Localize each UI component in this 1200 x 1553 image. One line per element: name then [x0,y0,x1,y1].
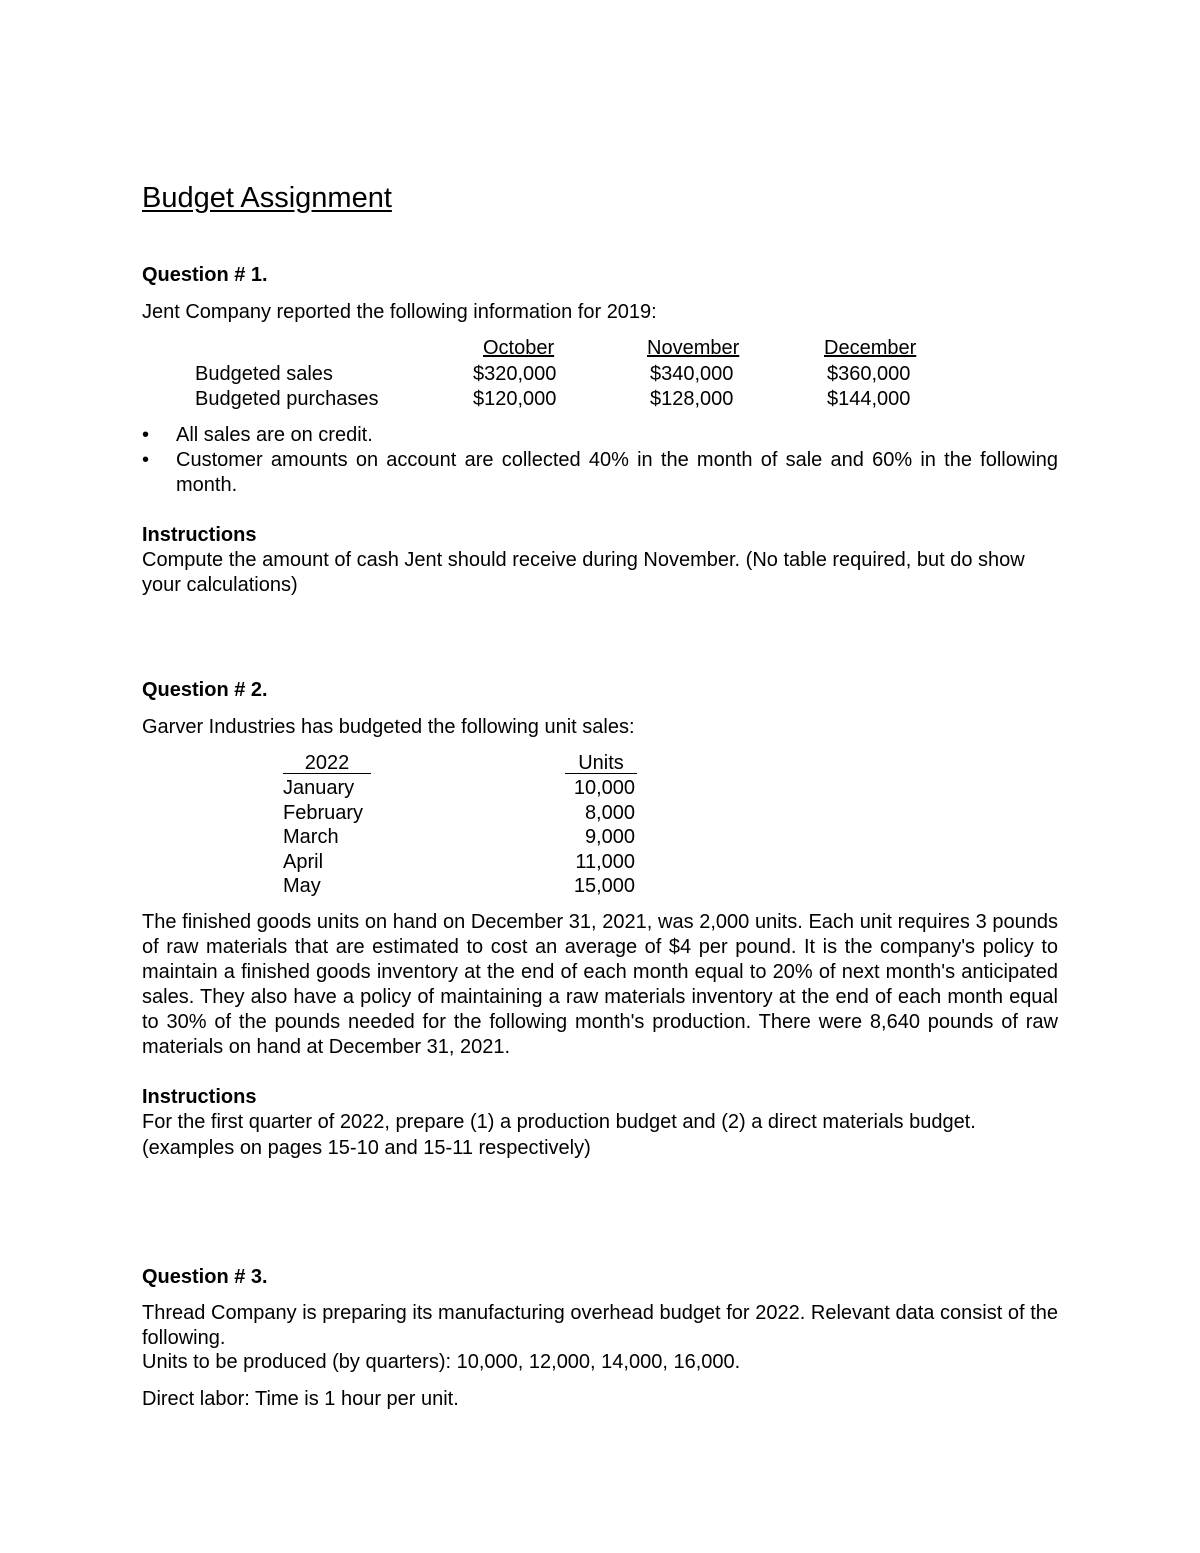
q2-instructions-heading: Instructions [142,1086,257,1108]
q3-heading: Question # 3. [142,1266,268,1288]
q2-col-units: Units [565,753,637,774]
q2-intro: Garver Industries has budgeted the following unit sales: [142,716,635,738]
q1-instructions: Compute the amount of cash Jent should receive during November. (No table required, but do show your calculations) [142,549,1025,596]
q1-row-label: Budgeted purchases [195,388,379,410]
q2-units: 11,000 [575,851,635,873]
q1-instructions-heading: Instructions [142,524,257,546]
q2-month: March [283,826,339,848]
q1-cell: $340,000 [650,363,734,385]
q1-heading: Question # 1. [142,264,268,286]
q1-cell: $144,000 [827,388,911,410]
q1-col-header: November [647,337,740,359]
q2-heading: Question # 2. [142,679,268,701]
q1-cell: $320,000 [473,363,557,385]
q1-cell: $128,000 [650,388,734,410]
q2-instructions-line: For the first quarter of 2022, prepare (1) a production budget and (2) a direct materials budget. [142,1111,976,1133]
q2-units: 15,000 [573,875,635,897]
q2-units: 9,000 [584,826,635,848]
q1-bullets [142,423,1058,498]
bullet-item: • Customer amounts on account are collected 40% in the month of sale and 60% in the following month. [142,448,1058,498]
q1-cell: $120,000 [473,388,557,410]
q2-month: February [283,802,364,824]
q1-intro: Jent Company reported the following information for 2019: [142,301,657,323]
q2-month: May [283,875,321,897]
q1-col-header: October [483,337,555,359]
q3-labor-line: Direct labor: Time is 1 hour per unit. [142,1388,459,1410]
q2-col-year: 2022 [283,753,371,774]
q2-units: 10,000 [573,777,635,799]
q2-paragraph: The finished goods units on hand on December 31, 2021, was 2,000 units. Each unit requires 3 pounds of raw materials that are estimated to cost an average of $4 per pound. It is the company's policy to maintain a finished goods inventory at the end of each month equal to 20% of next month's anticipated sales. They also have a policy of maintaining a raw materials inventory at the end of each month equal to 30% of the pounds needed for the following month's production. There were 8,640 pounds of raw materials on hand at December 31, 2021. [142,911,1058,1058]
q2-instructions-line: (examples on pages 15-10 and 15-11 respectively) [142,1137,591,1159]
q1-row-label: Budgeted sales [195,363,333,385]
q2-month: January [283,777,355,799]
q3-paragraph: Thread Company is preparing its manufacturing overhead budget for 2022. Relevant data consist of the following. [142,1302,1058,1349]
q1-cell: $360,000 [827,363,911,385]
q2-month: April [283,851,324,873]
bullet-item: • All sales are on credit. [142,423,1058,448]
q1-col-header: December [824,337,917,359]
q2-units: 8,000 [584,802,635,824]
q3-units-line: Units to be produced (by quarters): 10,000, 12,000, 14,000, 16,000. [142,1351,741,1373]
document-title: Budget Assignment [142,182,392,214]
